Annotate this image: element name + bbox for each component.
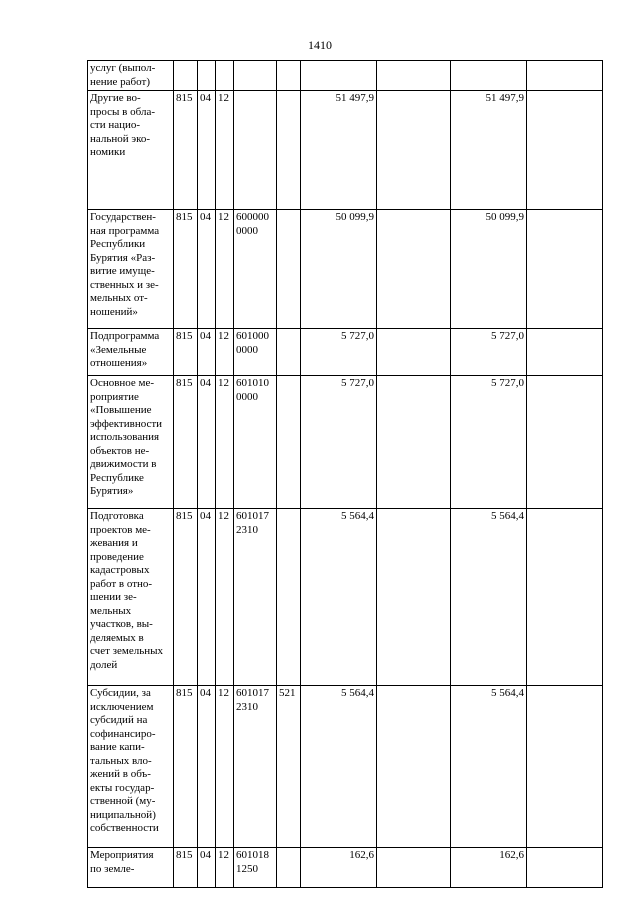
cell-amount-1: 5 727,0: [301, 329, 377, 376]
cell-name: Основное ме- роприятие «Повышение эффективности использования объектов не- движимости в Республике Бурятия»: [88, 376, 174, 509]
cell-amount-2: [377, 509, 451, 686]
cell-amount-3: 50 099,9: [451, 210, 527, 329]
table-row: [88, 329, 603, 376]
cell-amount-4: [527, 848, 603, 888]
cell-target-code: 601010 0000: [234, 376, 277, 509]
cell-name: Подпрограмма «Земельные отношения»: [88, 329, 174, 376]
cell-ministry-code: 815: [174, 329, 198, 376]
cell-amount-1: 51 497,9: [301, 91, 377, 210]
page-number: 1410: [308, 38, 332, 52]
cell-amount-1: 50 099,9: [301, 210, 377, 329]
cell-subsection-code: 12: [216, 686, 234, 848]
cell-name: услуг (выпол- нение работ): [88, 61, 174, 91]
cell-expense-type-code: [277, 329, 301, 376]
cell-amount-4: [527, 509, 603, 686]
cell-expense-type-code: [277, 376, 301, 509]
cell-expense-type-code: 521: [277, 686, 301, 848]
cell-expense-type-code: [277, 848, 301, 888]
cell-section-code: 04: [198, 329, 216, 376]
table-row: [88, 848, 603, 888]
cell-name: Субсидии, за исключением субсидий на софинансиро- вание капи- тальных вло- жений в объ- екты государ- ственной (му- ниципальной) собственности: [88, 686, 174, 848]
cell-amount-2: [377, 848, 451, 888]
cell-expense-type-code: [277, 61, 301, 91]
table-row: [88, 210, 603, 329]
cell-amount-3: 51 497,9: [451, 91, 527, 210]
cell-amount-4: [527, 61, 603, 91]
cell-amount-1: 5 727,0: [301, 376, 377, 509]
cell-subsection-code: 12: [216, 91, 234, 210]
cell-subsection-code: 12: [216, 329, 234, 376]
cell-section-code: 04: [198, 848, 216, 888]
table-row: [88, 509, 603, 686]
cell-ministry-code: 815: [174, 848, 198, 888]
cell-subsection-code: 12: [216, 848, 234, 888]
cell-section-code: 04: [198, 509, 216, 686]
table-row: [88, 376, 603, 509]
cell-target-code: 601018 1250: [234, 848, 277, 888]
cell-expense-type-code: [277, 509, 301, 686]
cell-subsection-code: [216, 61, 234, 91]
table-row: [88, 91, 603, 210]
cell-target-code: 601000 0000: [234, 329, 277, 376]
cell-subsection-code: 12: [216, 376, 234, 509]
cell-amount-3: [451, 61, 527, 91]
cell-amount-2: [377, 329, 451, 376]
cell-section-code: 04: [198, 91, 216, 210]
cell-ministry-code: 815: [174, 210, 198, 329]
cell-amount-4: [527, 376, 603, 509]
cell-amount-4: [527, 210, 603, 329]
cell-subsection-code: 12: [216, 210, 234, 329]
cell-section-code: [198, 61, 216, 91]
cell-amount-1: 162,6: [301, 848, 377, 888]
cell-ministry-code: [174, 61, 198, 91]
cell-section-code: 04: [198, 210, 216, 329]
cell-name: Государствен- ная программа Республики Бурятия «Раз- витие имуще- ственных и зе- мельных от- ношений»: [88, 210, 174, 329]
cell-ministry-code: 815: [174, 509, 198, 686]
cell-target-code: [234, 61, 277, 91]
cell-amount-1: 5 564,4: [301, 509, 377, 686]
cell-amount-4: [527, 91, 603, 210]
cell-amount-4: [527, 329, 603, 376]
cell-amount-2: [377, 210, 451, 329]
cell-amount-3: 5 564,4: [451, 686, 527, 848]
cell-amount-3: 162,6: [451, 848, 527, 888]
cell-expense-type-code: [277, 210, 301, 329]
cell-amount-4: [527, 686, 603, 848]
cell-expense-type-code: [277, 91, 301, 210]
cell-name: Другие во- просы в обла- сти нацио- нальной эко- номики: [88, 91, 174, 210]
cell-ministry-code: 815: [174, 91, 198, 210]
cell-target-code: 601017 2310: [234, 509, 277, 686]
cell-target-code: 601017 2310: [234, 686, 277, 848]
cell-section-code: 04: [198, 686, 216, 848]
cell-amount-2: [377, 686, 451, 848]
cell-amount-3: 5 727,0: [451, 376, 527, 509]
cell-section-code: 04: [198, 376, 216, 509]
cell-name: Мероприятия по земле-: [88, 848, 174, 888]
cell-amount-2: [377, 61, 451, 91]
cell-subsection-code: 12: [216, 509, 234, 686]
cell-amount-2: [377, 376, 451, 509]
cell-target-code: [234, 91, 277, 210]
table-row: [88, 686, 603, 848]
cell-name: Подготовка проектов ме- жевания и проведение кадастровых работ в отно- шении зе- мельных участков, вы- деляемых в счет земельных долей: [88, 509, 174, 686]
cell-target-code: 600000 0000: [234, 210, 277, 329]
cell-amount-2: [377, 91, 451, 210]
cell-amount-3: 5 564,4: [451, 509, 527, 686]
table-row: [88, 61, 603, 91]
cell-amount-1: [301, 61, 377, 91]
cell-amount-3: 5 727,0: [451, 329, 527, 376]
budget-table: [87, 60, 603, 888]
cell-ministry-code: 815: [174, 686, 198, 848]
budget-table-body: [88, 61, 603, 888]
cell-amount-1: 5 564,4: [301, 686, 377, 848]
cell-ministry-code: 815: [174, 376, 198, 509]
